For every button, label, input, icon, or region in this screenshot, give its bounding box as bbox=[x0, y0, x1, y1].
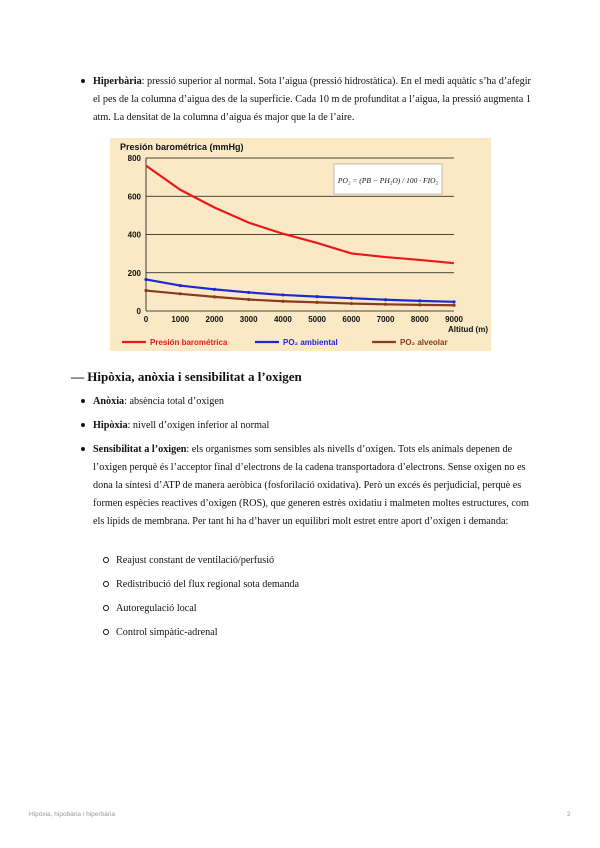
y-tick-label: 0 bbox=[136, 307, 141, 316]
series-line-2 bbox=[146, 291, 454, 306]
x-tick-label: 1000 bbox=[171, 315, 190, 324]
data-point bbox=[213, 288, 216, 291]
sub-list-item: Autoregulació local bbox=[116, 600, 516, 624]
x-tick-label: 6000 bbox=[342, 315, 361, 324]
bullet-icon bbox=[81, 423, 85, 427]
term-anoxia: Anòxia bbox=[93, 396, 125, 407]
definition-sensibilitat: : els organismes som sensibles als nivells d’oxigen. Tots els animals depenen de l’oxigen perquè és l’acceptor final d’electrons de la cadena transportadora d’electrons. Sense oxigen no es dona la síntesi d’ATP de manera aeròbica (fosforilació oxidativa). Però un excés és perjudicial, perquè es formen espècies reactives d’oxigen (ROS), que generen estrès oxidatiu i malmeten moltes estructures, com els lípids de membrana. Per tant hi ha d’haver un equilibri molt estret entre aport d’oxigen i demanda: bbox=[93, 444, 529, 527]
x-tick-label: 3000 bbox=[239, 315, 258, 324]
oxygen-balance-list bbox=[116, 552, 516, 648]
data-point bbox=[281, 293, 284, 296]
sub-list-item: Control simpàtic-adrenal bbox=[116, 624, 516, 648]
x-tick-label: 5000 bbox=[308, 315, 327, 324]
hiperbaria-list bbox=[93, 73, 533, 127]
y-tick-label: 400 bbox=[127, 230, 141, 240]
circle-bullet-icon bbox=[103, 581, 109, 587]
definition-hipoxia: : nivell d’oxigen inferior al normal bbox=[127, 420, 270, 431]
data-point bbox=[247, 298, 250, 301]
x-axis-label: Altitud (m) bbox=[448, 325, 488, 334]
circle-bullet-icon bbox=[103, 557, 109, 563]
bullet-icon bbox=[81, 399, 85, 403]
y-tick-label: 200 bbox=[127, 268, 141, 278]
chart-title: Presión barométrica (mmHg) bbox=[120, 142, 244, 152]
bullet-icon bbox=[81, 79, 85, 83]
data-point bbox=[179, 292, 182, 295]
series-line-1 bbox=[146, 279, 454, 301]
x-tick-label: 8000 bbox=[410, 315, 429, 324]
page-number: 2 bbox=[567, 811, 571, 818]
data-point bbox=[247, 291, 250, 294]
data-point bbox=[418, 299, 421, 302]
list-item-hipoxia bbox=[93, 417, 533, 435]
legend-label: Presión barométrica bbox=[150, 338, 228, 347]
section-heading: — Hipòxia, anòxia i sensibilitat a l’oxigen bbox=[71, 369, 302, 384]
x-tick-label: 0 bbox=[143, 315, 149, 324]
definitions-list bbox=[93, 393, 533, 537]
x-tick-label: 9000 bbox=[445, 315, 463, 324]
x-tick-label: 4000 bbox=[273, 315, 292, 324]
data-point bbox=[316, 295, 319, 298]
definition-hiperbaria: : pressió superior al normal. Sota l’aigua (pressió hidrostàtica). En el medi aquàtic s’ha d’afegir el pes de la columna d’aigua des de la superfície. Cada 10 m de profunditat a l’aigua, la pressió augmenta 1 atm. La densitat de la columna d’aigua és major que la de l’aire. bbox=[93, 76, 531, 123]
data-point bbox=[213, 295, 216, 298]
chart-svg bbox=[110, 138, 491, 351]
data-point bbox=[144, 278, 147, 281]
data-point bbox=[418, 303, 421, 306]
legend-label: PO₂ ambiental bbox=[283, 338, 338, 347]
data-point bbox=[452, 300, 455, 303]
list-item-hiperbaria bbox=[93, 73, 533, 127]
data-point bbox=[452, 304, 455, 307]
sub-list-item: Redistribució del flux regional sota demanda bbox=[116, 576, 516, 600]
bullet-icon bbox=[81, 447, 85, 451]
term-hiperbaria: Hiperbària bbox=[93, 76, 142, 87]
circle-bullet-icon bbox=[103, 605, 109, 611]
chart-formula: PO₂ = (PB − PH₂O) / 100 · FIO₂ bbox=[337, 176, 439, 185]
data-point bbox=[350, 302, 353, 305]
x-axis-ticks bbox=[144, 315, 464, 324]
data-point bbox=[281, 300, 284, 303]
x-tick-label: 2000 bbox=[205, 315, 224, 324]
data-point bbox=[350, 297, 353, 300]
chart-legend bbox=[122, 338, 448, 347]
y-tick-label: 600 bbox=[127, 192, 141, 202]
term-hipoxia: Hipòxia bbox=[93, 420, 128, 431]
footer-title: Hipòxia, hipobària i hiperbària bbox=[29, 811, 115, 818]
y-tick-label: 800 bbox=[127, 154, 141, 163]
term-sensibilitat: Sensibilitat a l’oxigen bbox=[93, 444, 187, 455]
data-point bbox=[316, 301, 319, 304]
legend-label: PO₂ alveolar bbox=[400, 338, 448, 347]
circle-bullet-icon bbox=[103, 629, 109, 635]
formula-box bbox=[334, 164, 442, 194]
y-axis-ticks bbox=[128, 154, 142, 316]
pressure-altitude-chart bbox=[110, 138, 491, 351]
data-point bbox=[179, 284, 182, 287]
data-point bbox=[384, 303, 387, 306]
sub-list-item: Reajust constant de ventilació/perfusió bbox=[116, 552, 516, 576]
definition-anoxia: : absència total d’oxigen bbox=[124, 396, 225, 407]
list-item-anoxia bbox=[93, 393, 533, 411]
list-item-sensibilitat bbox=[93, 441, 533, 531]
x-tick-label: 7000 bbox=[376, 315, 395, 324]
data-point bbox=[384, 298, 387, 301]
data-point bbox=[144, 289, 147, 292]
